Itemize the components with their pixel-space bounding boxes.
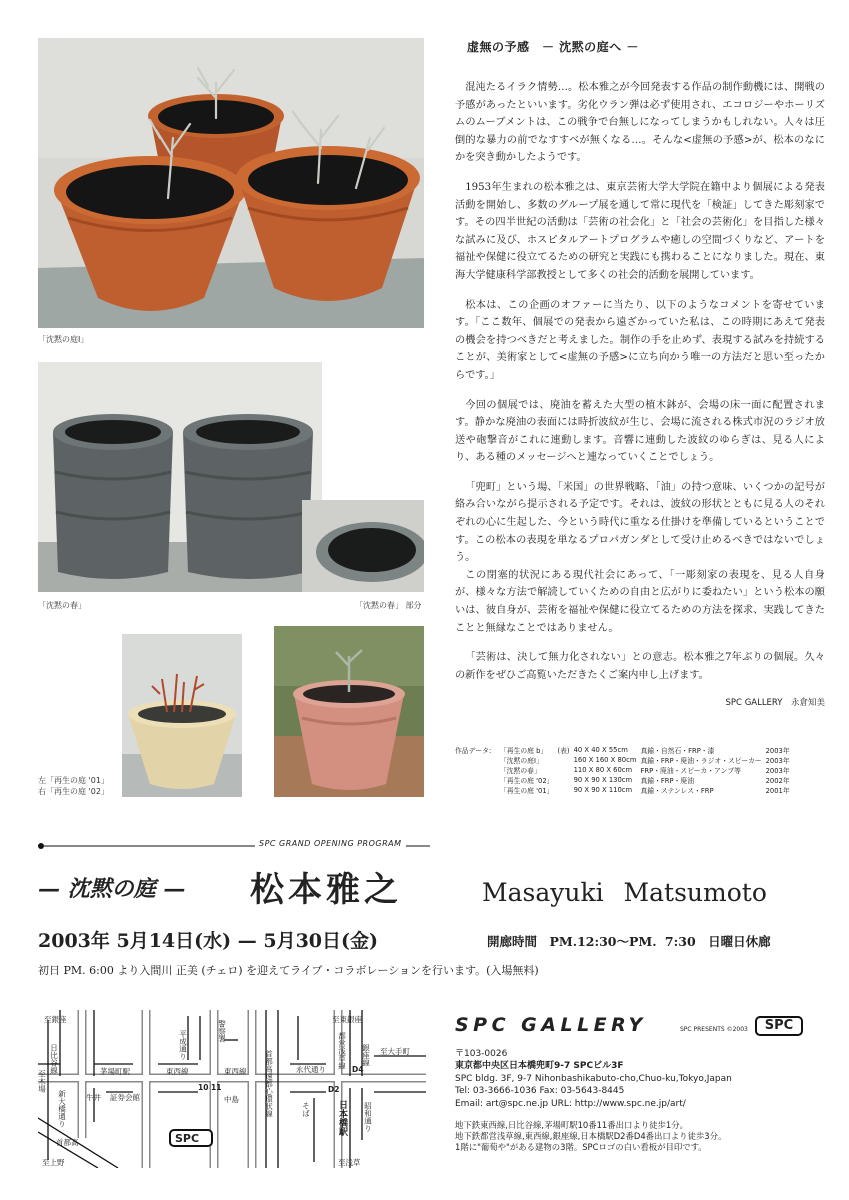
map-label: そば <box>301 1102 311 1117</box>
article-paragraph: 混沌たるイラク情勢…。松本雅之が今回発表する作品の制作動機には、開戦の予感があったといいます。劣化ウラン弾は必ず使用され、エコロジーやホーリズムのムーブメントは、この戦争で台無しになってしまうかもしれない。人々は圧倒的な暴力の前でなすすべが無くなる…。そんな<虚無の予感>が、松本のなにかを突き動かしたようです。 <box>455 82 825 164</box>
gallery-logo: SPC GALLERY <box>455 1014 647 1036</box>
work-year: 2002年 <box>765 777 790 785</box>
work-year: 2001年 <box>765 787 790 795</box>
photo-silent-spring-detail <box>302 500 424 592</box>
opening-hours: 開廊時間 PM.12:30～PM. 7:30 日曜日休廊 <box>487 934 771 949</box>
work-title: 「再生の庭 '01」 <box>500 787 554 795</box>
map-label: 証券会館 <box>110 1093 140 1102</box>
map-label: 東西線 <box>224 1067 247 1076</box>
program-label: SPC GRAND OPENING PROGRAM <box>255 839 406 848</box>
access-line: 地下鉄都営浅草線,東西線,銀座線,日本橋駅D2番D4番出口より徒歩3分。 <box>455 1131 727 1142</box>
work-material: 真鍮・ステンレス・FRP <box>640 787 714 795</box>
map-label: 首都高速都心環状線 <box>264 1050 274 1118</box>
map-label: 日本橋駅 <box>337 1100 347 1136</box>
map-label: 永代通り <box>296 1065 326 1074</box>
postal-code: 〒103-0026 <box>455 1049 508 1059</box>
map-label: 茅場町駅 <box>100 1067 130 1076</box>
map-label: 至東銀座 <box>332 1015 362 1024</box>
map-label: 至大手町 <box>380 1047 410 1056</box>
work-material: 真鍮・FRP・廃油 <box>640 777 695 785</box>
caption-photo1: 「沈黙の庭Ⅰ」 <box>38 335 89 344</box>
photo-regeneration-garden-01 <box>122 634 242 797</box>
article-paragraph: 松本は、この企画のオファーに当たり、以下のようなコメントを寄せています。「ここ数年、個展での発表から遠ざかっていた私は、この時期にあえて発表の機会を持つべきだと考えました。制作の手を止めず、表現する試みを持続することが、美術家として<虚無の予感>に立ち向かう唯一の方法だと思い至ったからです。」 <box>455 299 825 381</box>
work-type <box>557 785 573 795</box>
exhibition-title: — 沈黙の庭 — <box>38 876 186 902</box>
article-paragraph: 1953年生まれの松本雅之は、東京芸術大学大学院在籍中より個展による発表活動を開始し、多数のグループ展を通して常に現代を「検証」してきた彫刻家です。その四半世紀の活動は「芸術の社会化」と「社会の芸術化」を目指した様々な試みに及び、ホスピタルアートプログラムや癒しの空間づくりなど、アートを福祉や保健に役立てるための研究と実践にも携わることになりました。現在、東海大学健康科学部教授として多くの社会的活動を展開しています。 <box>455 181 825 281</box>
work-year: 2003年 <box>765 747 790 755</box>
work-material: 真鍮・FRP・廃油・ラジオ・スピーカー <box>640 757 762 765</box>
article-paragraph: 「芸術は、決して無力化されない」との意志。松本雅之7年ぶりの個展。久々の新作をぜひご高覧いただきたくご案内申し上げます。 <box>455 652 825 681</box>
photo-silent-garden-1 <box>38 38 424 328</box>
work-material: FRP・廃油・スピーカ・アンプ等 <box>640 767 741 775</box>
map-label: 昭和通り <box>363 1102 373 1132</box>
work-year: 2003年 <box>765 757 790 765</box>
table-row <box>500 745 794 755</box>
work-year: 2003年 <box>765 767 790 775</box>
map-label: 平成通り <box>178 1030 188 1060</box>
map-label: 至木場 <box>38 1070 47 1093</box>
caption-photo4-right: 右「再生の庭 '02」 <box>38 787 109 796</box>
map-spc-marker: SPC <box>175 1132 200 1145</box>
work-title: 「再生の庭 '02」 <box>500 777 554 785</box>
work-material: 真鍮・自然石・FRP・漆 <box>640 747 715 755</box>
opening-event: 初日 PM. 6:00 より入間川 正美 (チェロ) を迎えてライブ・コラボレーションを行います。(入場無料) <box>38 964 539 977</box>
table-row <box>500 775 794 785</box>
map-label: D2 <box>328 1085 340 1094</box>
work-type <box>557 755 573 765</box>
works-label: 作品データ: <box>455 747 492 755</box>
work-title: 「沈黙の春」 <box>500 767 541 775</box>
photo-regeneration-garden-02 <box>274 626 424 797</box>
map-label: 新大橋通り <box>57 1090 67 1128</box>
photo-silent-spring <box>38 362 322 592</box>
table-row <box>500 755 794 765</box>
work-size: 40 X 40 X 55cm <box>573 746 628 754</box>
work-title: 「再生の庭 b」 <box>500 747 548 755</box>
work-type: (表) <box>557 747 570 755</box>
access-map <box>38 1010 426 1168</box>
work-type <box>557 775 573 785</box>
caption-photo3-left: 左「再生の庭 '01」 <box>38 776 109 785</box>
artist-name-en: Masayuki Matsumoto <box>482 878 767 907</box>
table-row <box>500 785 794 795</box>
artist-name-jp: 松本雅之 <box>250 870 402 910</box>
map-label: 東西線 <box>166 1067 189 1076</box>
work-size: 90 X 90 X 130cm <box>573 776 633 784</box>
map-label: 中島 <box>224 1095 239 1104</box>
article-title: 虚無の予感 － 沈黙の庭へ － <box>467 40 639 54</box>
article-signature: SPC GALLERY 永倉知美 <box>725 698 825 709</box>
map-label: 警察署 <box>217 1020 227 1043</box>
access-line: 1階に"葡萄や"がある建物の3階。SPCロゴの白い看板が目印です。 <box>455 1142 707 1153</box>
map-label: 日比谷線 <box>49 1044 59 1074</box>
address-en: SPC bldg. 3F, 9-7 Nihonbashikabuto-cho,Chuo-ku,Tokyo,Japan <box>455 1073 732 1084</box>
map-label: 牛井 <box>86 1093 101 1102</box>
caption-photo2-detail: 「沈黙の春」 部分 <box>355 601 422 610</box>
article-paragraph: 「兜町」という場、「米国」の世界戦略、「油」の持つ意味、いくつかの記号が絡み合いながら提示される予定です。それは、波紋の形状とともに見る人のそれぞれの心に生起した、今という時代に重なる仕掛けを準備しているということです。この松本の表現を単なるプロパガンダとして受け止めるべきではないでしょう。 <box>455 481 825 564</box>
spc-logo-icon: SPC <box>755 1016 803 1036</box>
email-url[interactable]: Email: art@spc.ne.jp URL: http://www.spc.ne.jp/art/ <box>455 1098 686 1109</box>
map-label: 至上野 <box>42 1158 65 1167</box>
article-paragraph: 今回の個展では、廃油を蓄えた大型の植木鉢が、会場の床一面に配置されます。静かな廃油の表面には時折波紋が生じ、会場に流される株式市況のラジオ放送や砲撃音がこれに連動します。音響に連動した波紋のゆらぎは、見る人により、ある種のメッセージへと連なっていくことでしょう。 <box>455 399 825 464</box>
work-size: 160 X 160 X 80cm <box>573 756 637 764</box>
gallery-info <box>455 1014 825 1153</box>
gallery-contact <box>455 1048 825 1110</box>
map-label: 首都高 <box>56 1138 79 1147</box>
gallery-presents: SPC PRESENTS ©2003 <box>680 1026 748 1033</box>
exhibition-dates: 2003年 5月14日(水) — 5月30日(金) <box>38 930 379 952</box>
works-table <box>500 745 794 795</box>
caption-photo2: 「沈黙の春」 <box>38 601 86 610</box>
work-title: 「沈黙の庭Ⅰ」 <box>500 757 543 765</box>
access-line: 地下鉄東西線,日比谷線,茅場町駅10番11番出口より徒歩1分。 <box>455 1120 688 1131</box>
work-size: 90 X 90 X 110cm <box>573 786 633 794</box>
tel-fax: Tel: 03-3666-1036 Fax: 03-5643-8445 <box>455 1086 625 1097</box>
work-size: 110 X 80 X 60cm <box>573 766 633 774</box>
table-row <box>500 765 794 775</box>
article-paragraph: この閉塞的状況にある現代社会にあって、「一彫刻家の表現を、見る人自身が、様々な方法で解読していくための自由と広がりに委ねたい」という松本の願いは、彼自身が、芸術を福祉や保健に役立てるための方法を探求、実践してきたことと無縁なことではありません。 <box>455 569 825 634</box>
map-label: 10 11 <box>198 1083 222 1092</box>
address-jp: 東京都中央区日本橋兜町9-7 SPCビル3F <box>455 1061 624 1072</box>
map-label: 銀座線 <box>361 1044 371 1067</box>
map-label: 至銀座 <box>44 1015 67 1024</box>
access-directions <box>455 1120 825 1153</box>
map-label: 至浅草 <box>338 1158 361 1167</box>
map-label: D4 <box>352 1065 364 1074</box>
map-label: 都営浅草線 <box>337 1032 347 1070</box>
work-type <box>557 765 573 775</box>
article <box>455 38 825 708</box>
